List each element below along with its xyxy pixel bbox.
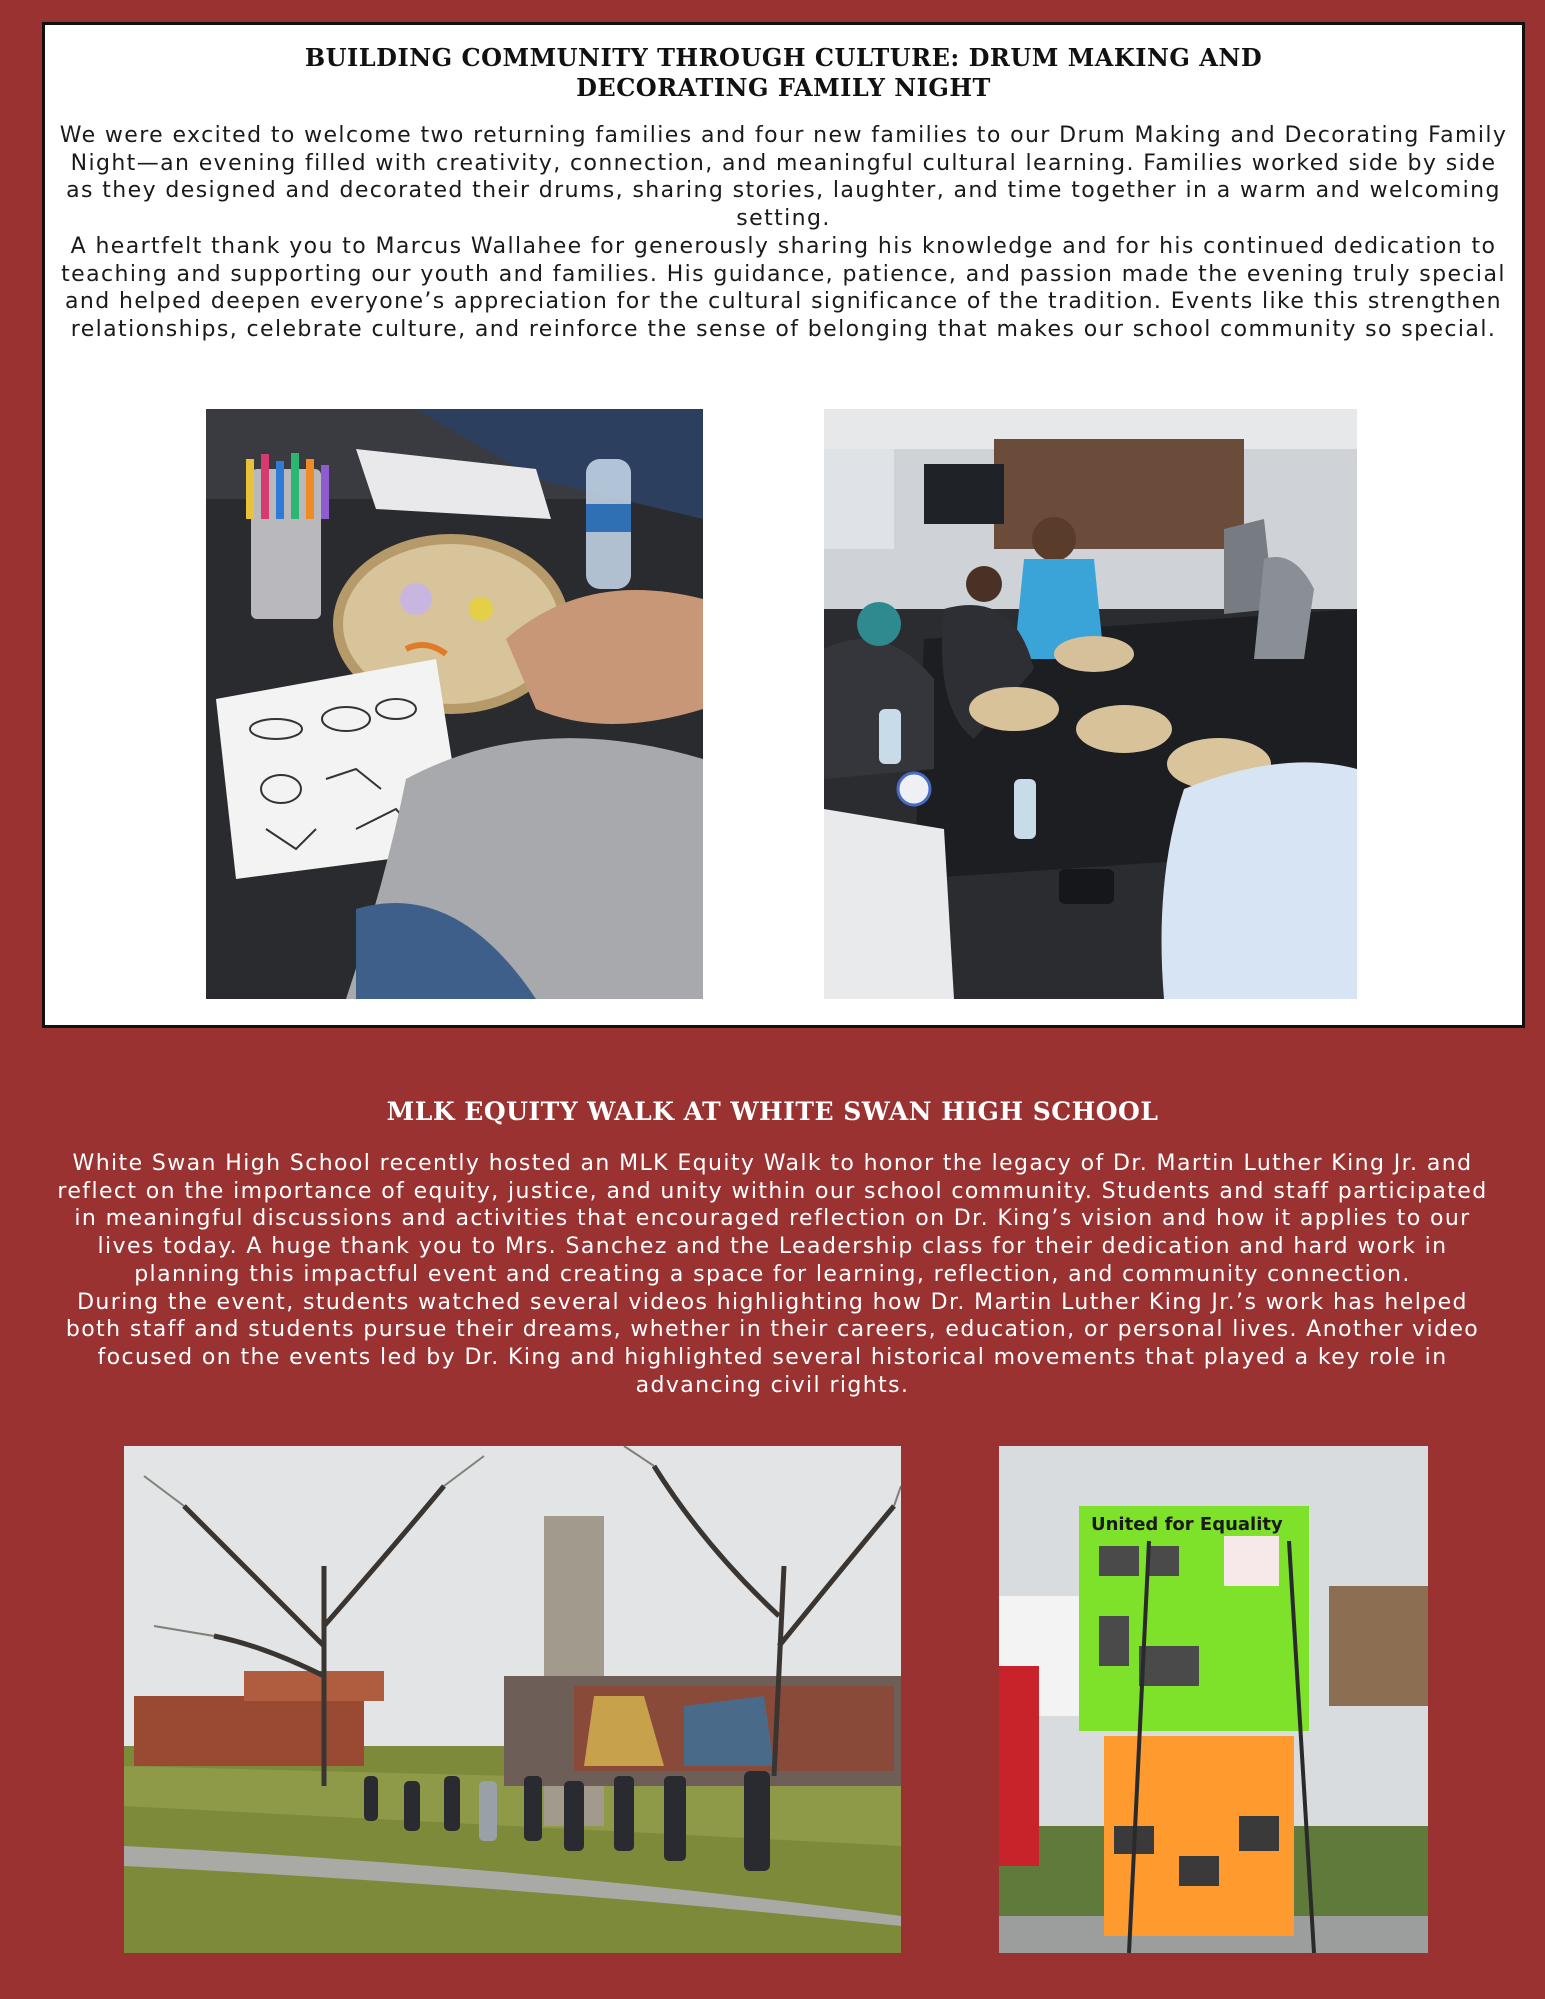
drum-night-title-line2: DECORATING FAMILY NIGHT <box>576 73 991 102</box>
drum-night-card <box>42 22 1525 1028</box>
poster-heading: United for Equality <box>1091 1514 1283 1535</box>
equality-poster-photo <box>999 1446 1428 1953</box>
drum-night-title-line1: BUILDING COMMUNITY THROUGH CULTURE: DRUM MAKING AND <box>304 43 1263 72</box>
drum-night-body <box>55 122 1512 344</box>
mlk-walk-paragraph-2: During the event, students watched several videos highlighting how Dr. Martin Luther King Jr.’s work has helped both staff and students pursue their dreams, whether in their careers, education, or personal lives. Another video focused on the events led by Dr. King and highlighted several historical movements that played a key role in advancing civil rights. <box>65 1289 1480 1398</box>
mlk-walk-title: MLK EQUITY WALK AT WHITE SWAN HIGH SCHOOL <box>386 1097 1159 1126</box>
drum-night-paragraph-2: A heartfelt thank you to Marcus Wallahee for generously sharing his knowledge and for his continued dedication to teaching and supporting our youth and families. His guidance, patience, and passion made the evening truly special and helped deepen everyone’s appreciation for the cultural significance of the tradition. Events like this strengthen relationships, celebrate culture, and reinforce the sense of belonging that makes our school community so special. <box>61 233 1506 342</box>
mlk-walk-body <box>50 1150 1495 1399</box>
drum-night-paragraph-1: We were excited to welcome two returning families and four new families to our Drum Making and Decorating Family Night—an evening filled with creativity, connection, and meaningful cultural learning. Families worked side by side as they designed and decorated their drums, sharing stories, laughter, and time together in a warm and welcoming setting. <box>59 123 1508 232</box>
drum-night-title <box>45 43 1522 103</box>
mlk-walk-paragraph-1: White Swan High School recently hosted an MLK Equity Walk to honor the legacy of Dr. Martin Luther King Jr. and reflect on the importance of equity, justice, and unity within our school community. Students and staff participated in meaningful discussions and activities that encouraged reflection on Dr. King’s vision and how it applies to our lives today. A huge thank you to Mrs. Sanchez and the Leadership class for their dedication and hard work in planning this impactful event and creating a space for learning, reflection, and community connection. <box>57 1151 1488 1287</box>
equity-walk-photo <box>124 1446 901 1953</box>
drum-decorating-photo <box>206 409 703 999</box>
classroom-drum-making-photo <box>824 409 1357 999</box>
